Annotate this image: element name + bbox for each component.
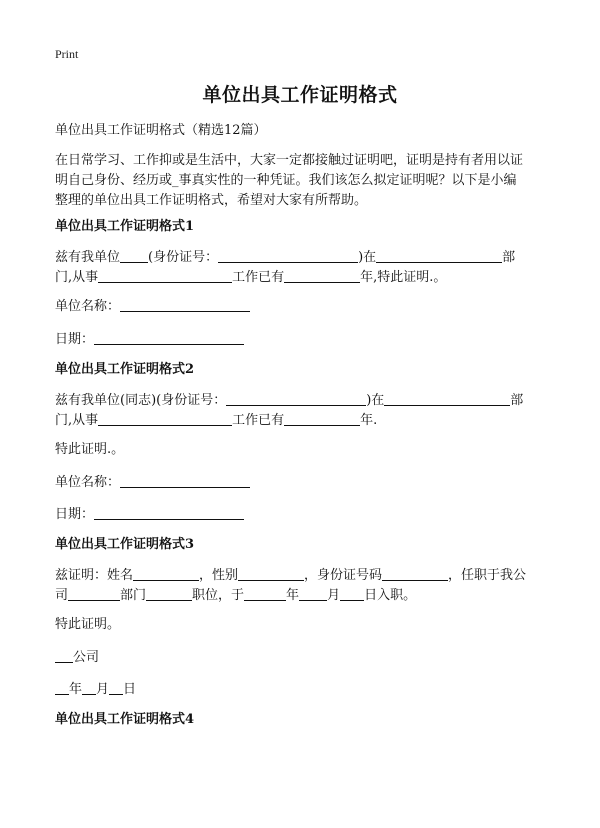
section-heading-1: 单位出具工作证明格式1 (55, 219, 195, 234)
closing-text: 特此证明.。 (55, 442, 125, 457)
text-line (55, 248, 555, 268)
blank-line (94, 330, 244, 345)
blank-line (382, 566, 448, 581)
date-label: 日期： (55, 332, 95, 347)
blank-line (82, 680, 96, 695)
date-line (55, 505, 555, 525)
year-label: 年 (69, 682, 83, 697)
day-label: 日 (123, 682, 137, 697)
blank-line (146, 586, 192, 601)
closing-text: 特此证明。 (55, 617, 121, 632)
text: 日入职。 (364, 588, 417, 603)
text-line (55, 566, 555, 586)
blank-line (120, 473, 250, 488)
intro-line: 明自己身份、经历或_事真实性的一种凭证。我们该怎么拟定证明呢？以下是小编 (55, 173, 517, 188)
text: ，性别 (199, 568, 239, 583)
text: 部门 (120, 588, 147, 603)
blank-line (120, 248, 148, 263)
text: 工作已有 (232, 270, 285, 285)
unit-name-label: 单位名称： (55, 299, 121, 314)
text: 兹证明：姓名 (55, 568, 134, 583)
blank-line (244, 586, 286, 601)
blank-line (120, 297, 250, 312)
text: 部 (510, 393, 524, 408)
text-line (55, 268, 555, 288)
blank-line (98, 268, 232, 283)
subtitle: 单位出具工作证明格式（精选12篇） (55, 123, 267, 138)
text: 年 (286, 588, 300, 603)
print-link[interactable]: Print (55, 47, 79, 61)
intro-line: 整理的单位出具工作证明格式，希望对大家有所帮助。 (55, 193, 368, 208)
text: ，任职于我公 (448, 568, 527, 583)
blank-line (109, 680, 123, 695)
text: 年,特此证明.。 (360, 270, 447, 285)
intro-line: 在日常学习、工作抑或是生活中，大家一定都接触过证明吧，证明是持有者用以证 (55, 153, 524, 168)
company-line (55, 648, 555, 668)
date-line (55, 680, 555, 700)
blank-line (340, 586, 364, 601)
text: 兹有我单位 (55, 250, 121, 265)
text: 职位，于 (192, 588, 245, 603)
blank-line (68, 586, 120, 601)
blank-line (299, 586, 327, 601)
section-heading-2: 单位出具工作证明格式2 (55, 362, 195, 377)
company-label: 公司 (73, 650, 100, 665)
text: 年. (360, 413, 378, 428)
text: (身份证号： (148, 250, 219, 265)
unit-name-line (55, 473, 555, 493)
section-1-body (55, 248, 555, 288)
blank-line (98, 411, 232, 426)
blank-line (284, 411, 360, 426)
text: 工作已有 (232, 413, 285, 428)
blank-line (226, 391, 366, 406)
text: 门,从事 (55, 413, 99, 428)
unit-name-label: 单位名称： (55, 475, 121, 490)
blank-line (284, 268, 360, 283)
section-heading-4: 单位出具工作证明格式4 (55, 712, 195, 727)
section-3-body (55, 566, 555, 606)
intro-paragraph (55, 151, 555, 211)
blank-line (218, 248, 358, 263)
text: 部 (502, 250, 516, 265)
blank-line (133, 566, 199, 581)
text: )在 (358, 250, 377, 265)
text-line (55, 391, 555, 411)
text: 兹有我单位(同志)(身份证号： (55, 393, 227, 408)
section-heading-3: 单位出具工作证明格式3 (55, 537, 195, 552)
date-label: 日期： (55, 507, 95, 522)
blank-line (376, 248, 502, 263)
blank-line (384, 391, 510, 406)
text-line (55, 411, 555, 431)
text: )在 (366, 393, 385, 408)
blank-line (94, 505, 244, 520)
text: 司 (55, 588, 69, 603)
text: 门,从事 (55, 270, 99, 285)
unit-name-line (55, 297, 555, 317)
blank-line (55, 648, 73, 663)
blank-line (55, 680, 69, 695)
text: 月 (327, 588, 341, 603)
date-line (55, 330, 555, 350)
blank-line (238, 566, 304, 581)
section-2-body (55, 391, 555, 431)
month-label: 月 (96, 682, 110, 697)
text: ，身份证号码 (304, 568, 383, 583)
text-line (55, 586, 555, 606)
page-title: 单位出具工作证明格式 (202, 84, 398, 106)
